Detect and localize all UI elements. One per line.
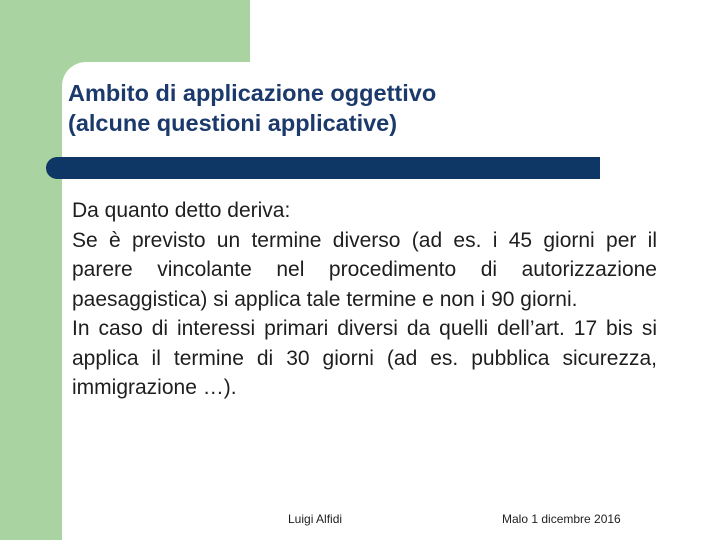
slide-title-line-2: (alcune questioni applicative) <box>68 110 398 136</box>
body-paragraph: Da quanto detto deriva: <box>72 199 291 222</box>
body-paragraph: Se è previsto un termine diverso (ad es. i 45 giorni per il parere vincolante nel procedimento di autorizzazione paesaggistica) si applica tale termine e non i 90 giorni. <box>72 228 657 311</box>
footer-author: Luigi Alfidi <box>288 512 343 526</box>
slide-title <box>68 78 628 138</box>
title-divider-bar <box>46 157 600 179</box>
footer-date: Malo 1 dicembre 2016 <box>502 512 621 526</box>
body-paragraph: In caso di interessi primari diversi da quelli dell’art. 17 bis si applica il termine di 30 giorni (ad es. pubblica sicurezza, immigrazione …). <box>72 317 657 399</box>
slide-body <box>72 196 657 403</box>
slide-title-line-1: Ambito di applicazione oggettivo <box>68 80 437 106</box>
